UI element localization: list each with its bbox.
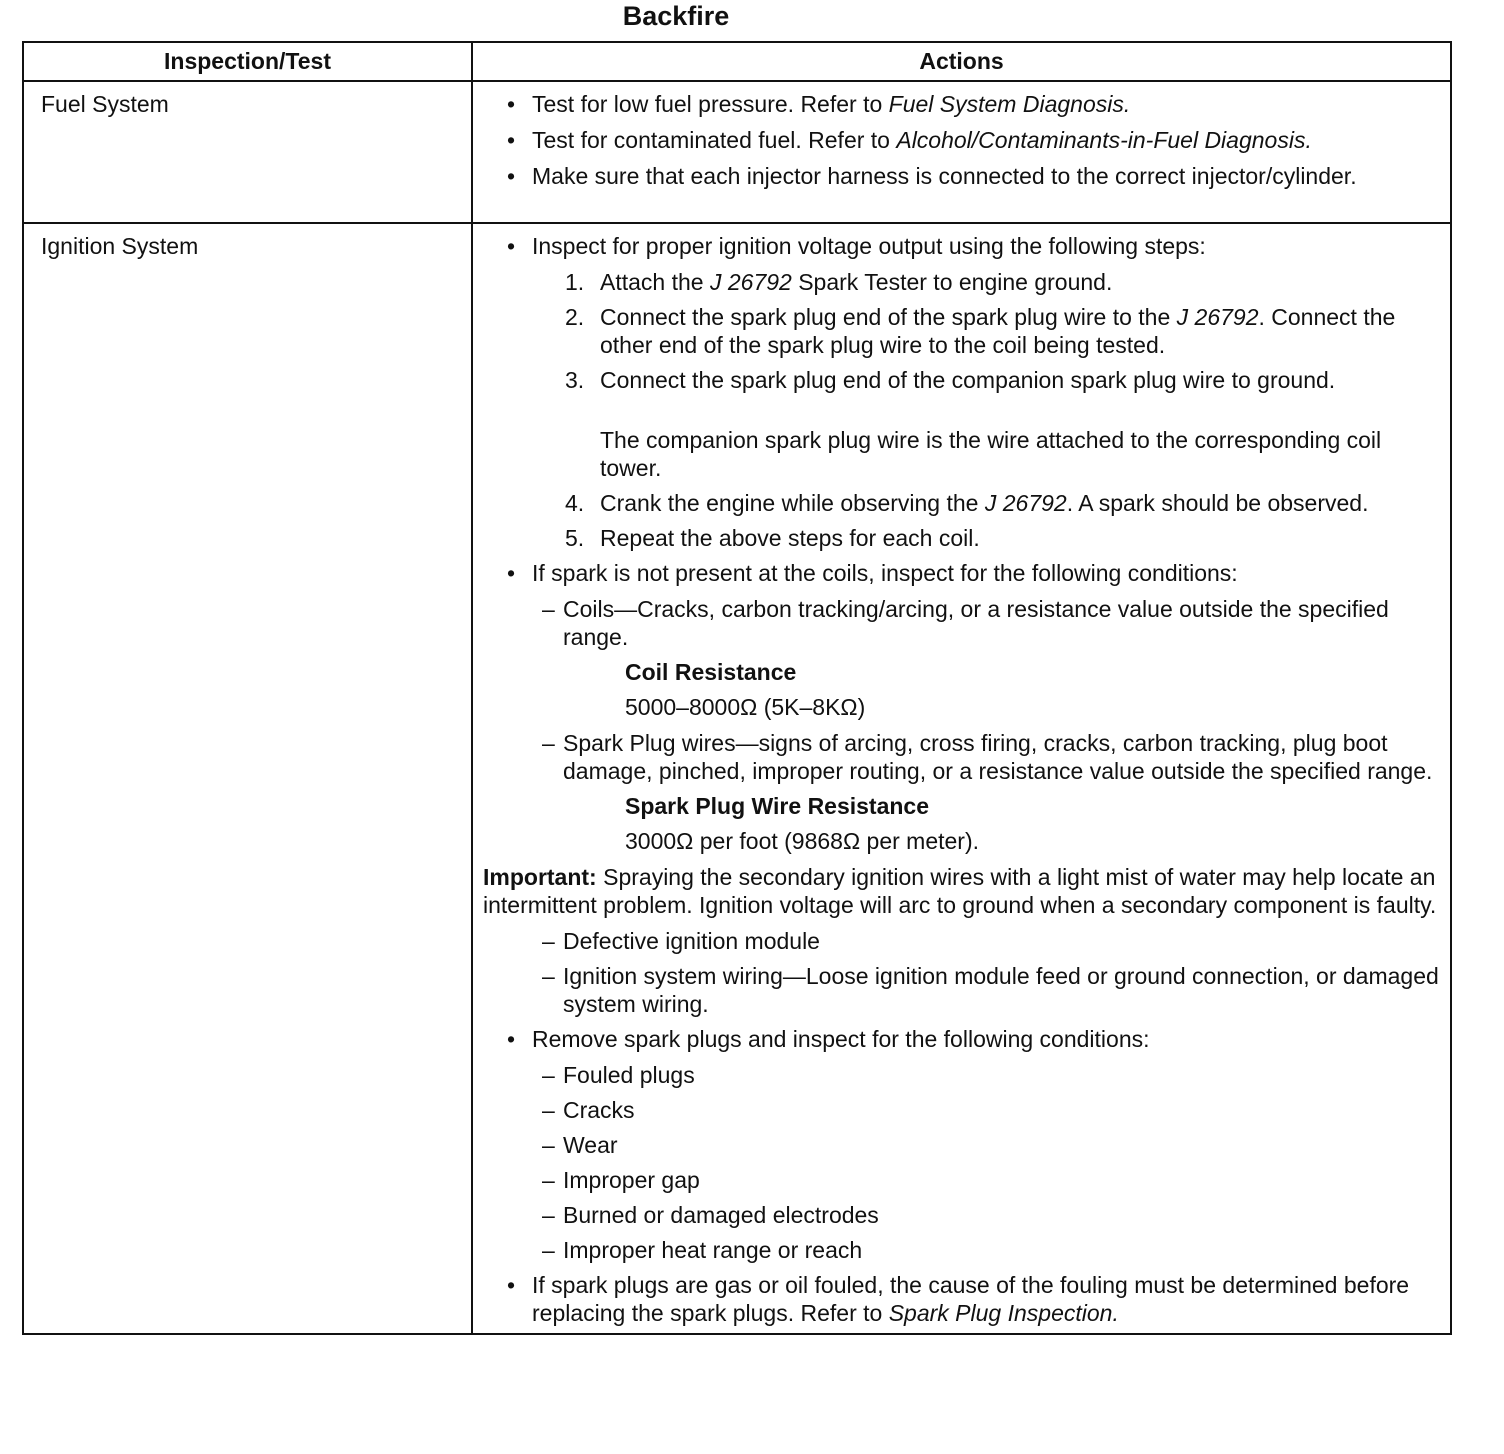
condition-item: – Fouled plugs	[483, 1061, 1444, 1089]
header-actions: Actions	[472, 42, 1451, 81]
table-row-fuel-system	[23, 81, 1451, 223]
step-item: 1. Attach the J 26792 Spark Tester to engine ground.	[565, 269, 1113, 295]
coil-resistance-title: Coil Resistance	[625, 659, 797, 685]
header-inspection-test: Inspection/Test	[23, 42, 472, 81]
condition-item: – Improper gap	[483, 1166, 1444, 1194]
step-item: 5. Repeat the above steps for each coil.	[565, 525, 980, 551]
condition-item: – Burned or damaged electrodes	[483, 1201, 1444, 1229]
tool-reference: J 26792	[709, 269, 792, 295]
wire-resistance-value: 3000Ω per foot (9868Ω per meter).	[625, 828, 980, 854]
page-title: Backfire	[622, 1, 730, 31]
condition-item: – Ignition system wiring—Loose ignition module feed or ground connection, or damaged system wiring.	[483, 962, 1444, 1018]
condition-item: – Defective ignition module	[483, 927, 1444, 955]
list-item: • If spark is not present at the coils, inspect for the following conditions:	[483, 559, 1444, 587]
condition-item: – Spark Plug wires—signs of arcing, cross firing, cracks, carbon tracking, plug boot damage, pinched, improper routing, or a resistance value outside the specified range.	[483, 729, 1444, 785]
step-item: 3. Connect the spark plug end of the companion spark plug wire to ground.	[565, 367, 1336, 393]
fuel-system-actions	[472, 81, 1451, 223]
reference-link: Alcohol/Contaminants-in-Fuel Diagnosis.	[896, 127, 1312, 153]
ignition-system-label: Ignition System	[23, 223, 472, 1334]
table-row-ignition-system	[23, 223, 1451, 1334]
ignition-system-actions	[472, 223, 1451, 1334]
condition-item: – Cracks	[483, 1096, 1444, 1124]
table-header-row	[23, 42, 1451, 81]
list-item: • Make sure that each injector harness is connected to the correct injector/cylinder.	[483, 162, 1444, 190]
step-item: 2. Connect the spark plug end of the spark plug wire to the J 26792. Connect the other end of the spark plug wire to the coil being tested.	[565, 304, 1396, 358]
coil-resistance-value: 5000–8000Ω (5K–8KΩ)	[625, 694, 866, 720]
condition-item: – Wear	[483, 1131, 1444, 1159]
step-note: The companion spark plug wire is the wire attached to the corresponding coil tower.	[600, 427, 1382, 481]
diagnosis-table	[22, 41, 1452, 1335]
tool-reference: J 26792	[1176, 304, 1259, 330]
condition-item: – Coils—Cracks, carbon tracking/arcing, or a resistance value outside the specified range.	[483, 595, 1444, 651]
list-item: • Test for contaminated fuel. Refer to Alcohol/Contaminants-in-Fuel Diagnosis.	[483, 126, 1444, 154]
wire-resistance-title: Spark Plug Wire Resistance	[625, 793, 930, 819]
list-item: • Remove spark plugs and inspect for the following conditions:	[483, 1025, 1444, 1053]
fuel-system-label: Fuel System	[23, 81, 472, 223]
list-item: • Inspect for proper ignition voltage output using the following steps:	[483, 232, 1444, 260]
list-item: • Test for low fuel pressure. Refer to Fuel System Diagnosis.	[483, 90, 1444, 118]
condition-item: – Improper heat range or reach	[483, 1236, 1444, 1264]
step-item: 4. Crank the engine while observing the J 26792. A spark should be observed.	[565, 490, 1369, 516]
reference-link: Fuel System Diagnosis.	[888, 91, 1131, 117]
tool-reference: J 26792	[984, 490, 1067, 516]
list-item: • If spark plugs are gas or oil fouled, the cause of the fouling must be determined before replacing the spark plugs. Refer to Spark Plug Inspection.	[483, 1271, 1444, 1327]
important-label: Important:	[483, 864, 597, 890]
important-note: Important: Spraying the secondary ignition wires with a light mist of water may help locate an intermittent problem. Ignition voltage will arc to ground when a secondary component is faulty.	[483, 864, 1437, 918]
reference-link: Spark Plug Inspection.	[888, 1300, 1119, 1326]
